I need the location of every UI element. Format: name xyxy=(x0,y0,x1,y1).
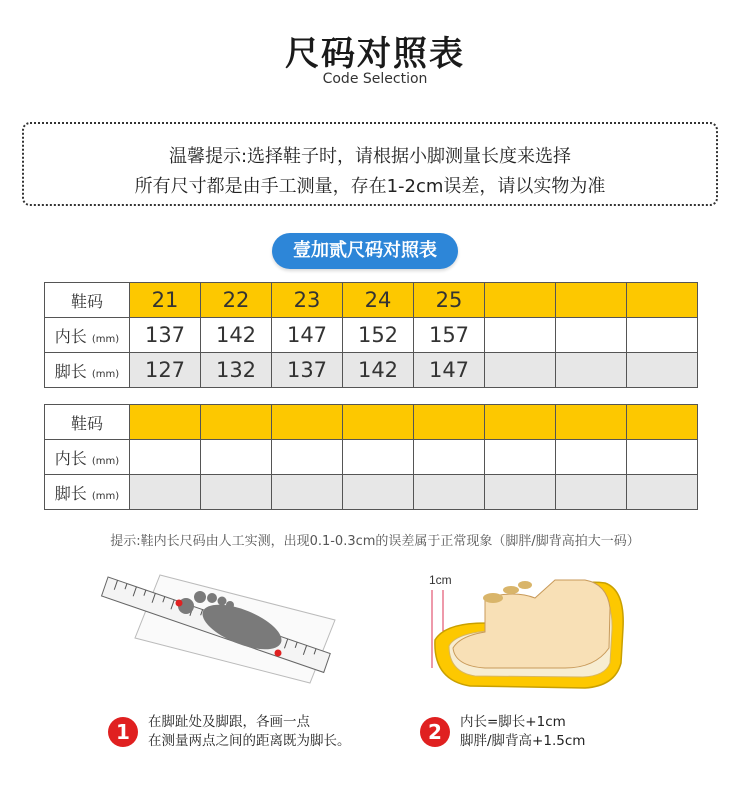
size-table-2 xyxy=(44,404,698,510)
inner-length-cell: 142 xyxy=(201,318,272,353)
inner-length-row-label: 内长 (mm) xyxy=(45,318,130,353)
step-1-text xyxy=(148,713,351,751)
inner-length-row-label: 内长 (mm) xyxy=(45,440,130,475)
foot-length-row xyxy=(45,353,698,388)
inner-length-cell xyxy=(343,440,414,475)
step-2-badge: 2 xyxy=(420,717,450,747)
size-cell xyxy=(201,405,272,440)
size-cell xyxy=(556,405,627,440)
inner-length-cell: 147 xyxy=(272,318,343,353)
size-cell xyxy=(485,405,556,440)
foot-length-cell: 127 xyxy=(130,353,201,388)
size-row-label: 鞋码 xyxy=(45,405,130,440)
step-2-line-2: 脚胖/脚背高+1.5cm xyxy=(460,733,586,749)
foot-length-cell: 147 xyxy=(414,353,485,388)
size-cell: 21 xyxy=(130,283,201,318)
ruler-footprint-illustration xyxy=(90,565,340,700)
foot-in-shoe-illustration xyxy=(415,568,640,698)
foot-length-cell xyxy=(201,475,272,510)
foot-length-cell: 137 xyxy=(272,353,343,388)
step-2-text xyxy=(460,713,585,751)
inner-length-cell xyxy=(627,440,698,475)
notice-box xyxy=(22,122,718,206)
notice-line-2: 所有尺寸都是由手工测量，存在1-2cm误差，请以实物为准 xyxy=(134,176,606,197)
size-cell: 24 xyxy=(343,283,414,318)
measurement-hint: 提示:鞋内长尺码由人工实测，出现0.1-0.3cm的误差属于正常现象（脚胖/脚背高拍大一码） xyxy=(110,534,640,549)
inner-length-cell xyxy=(627,318,698,353)
notice-line-1: 温馨提示:选择鞋子时，请根据小脚测量长度来选择 xyxy=(168,146,572,167)
inner-length-cell: 137 xyxy=(130,318,201,353)
foot-length-row-label: 脚长 (mm) xyxy=(45,353,130,388)
page-subtitle: Code Selection xyxy=(322,71,428,87)
page-title: 尺码对照表 xyxy=(285,34,465,74)
size-cell xyxy=(414,405,485,440)
foot-length-cell xyxy=(485,353,556,388)
step-1-line-1: 在脚趾处及脚跟，各画一点 xyxy=(148,714,310,730)
inner-length-cell xyxy=(556,318,627,353)
step-1-badge: 1 xyxy=(108,717,138,747)
size-row xyxy=(45,283,698,318)
inner-length-cell: 157 xyxy=(414,318,485,353)
size-row xyxy=(45,405,698,440)
foot-length-cell xyxy=(414,475,485,510)
foot-length-cell xyxy=(130,475,201,510)
inner-length-cell xyxy=(556,440,627,475)
step-2-line-1: 内长=脚长+1cm xyxy=(460,714,566,730)
foot-length-cell xyxy=(627,475,698,510)
inner-length-cell xyxy=(201,440,272,475)
step-1-line-2: 在测量两点之间的距离既为脚长。 xyxy=(148,733,351,749)
foot-length-cell xyxy=(485,475,556,510)
foot-length-cell xyxy=(556,475,627,510)
inner-length-cell xyxy=(130,440,201,475)
size-cell xyxy=(485,283,556,318)
foot-length-row-label: 脚长 (mm) xyxy=(45,475,130,510)
size-row-label: 鞋码 xyxy=(45,283,130,318)
size-cell: 23 xyxy=(272,283,343,318)
size-cell: 25 xyxy=(414,283,485,318)
inner-length-row xyxy=(45,318,698,353)
inner-length-row xyxy=(45,440,698,475)
size-table-1 xyxy=(44,282,698,388)
foot-length-cell: 132 xyxy=(201,353,272,388)
inner-length-cell xyxy=(485,318,556,353)
foot-length-row xyxy=(45,475,698,510)
inner-length-cell xyxy=(485,440,556,475)
size-cell xyxy=(130,405,201,440)
foot-length-cell: 142 xyxy=(343,353,414,388)
size-cell xyxy=(627,283,698,318)
foot-length-cell xyxy=(627,353,698,388)
inner-length-cell xyxy=(414,440,485,475)
size-cell: 22 xyxy=(201,283,272,318)
foot-length-cell xyxy=(343,475,414,510)
size-cell xyxy=(343,405,414,440)
inner-length-cell xyxy=(272,440,343,475)
foot-length-cell xyxy=(272,475,343,510)
table-label-pill: 壹加贰尺码对照表 xyxy=(272,233,458,269)
size-cell xyxy=(272,405,343,440)
size-cell xyxy=(627,405,698,440)
gap-label: 1cm xyxy=(429,573,452,587)
inner-length-cell: 152 xyxy=(343,318,414,353)
foot-length-cell xyxy=(556,353,627,388)
size-cell xyxy=(556,283,627,318)
